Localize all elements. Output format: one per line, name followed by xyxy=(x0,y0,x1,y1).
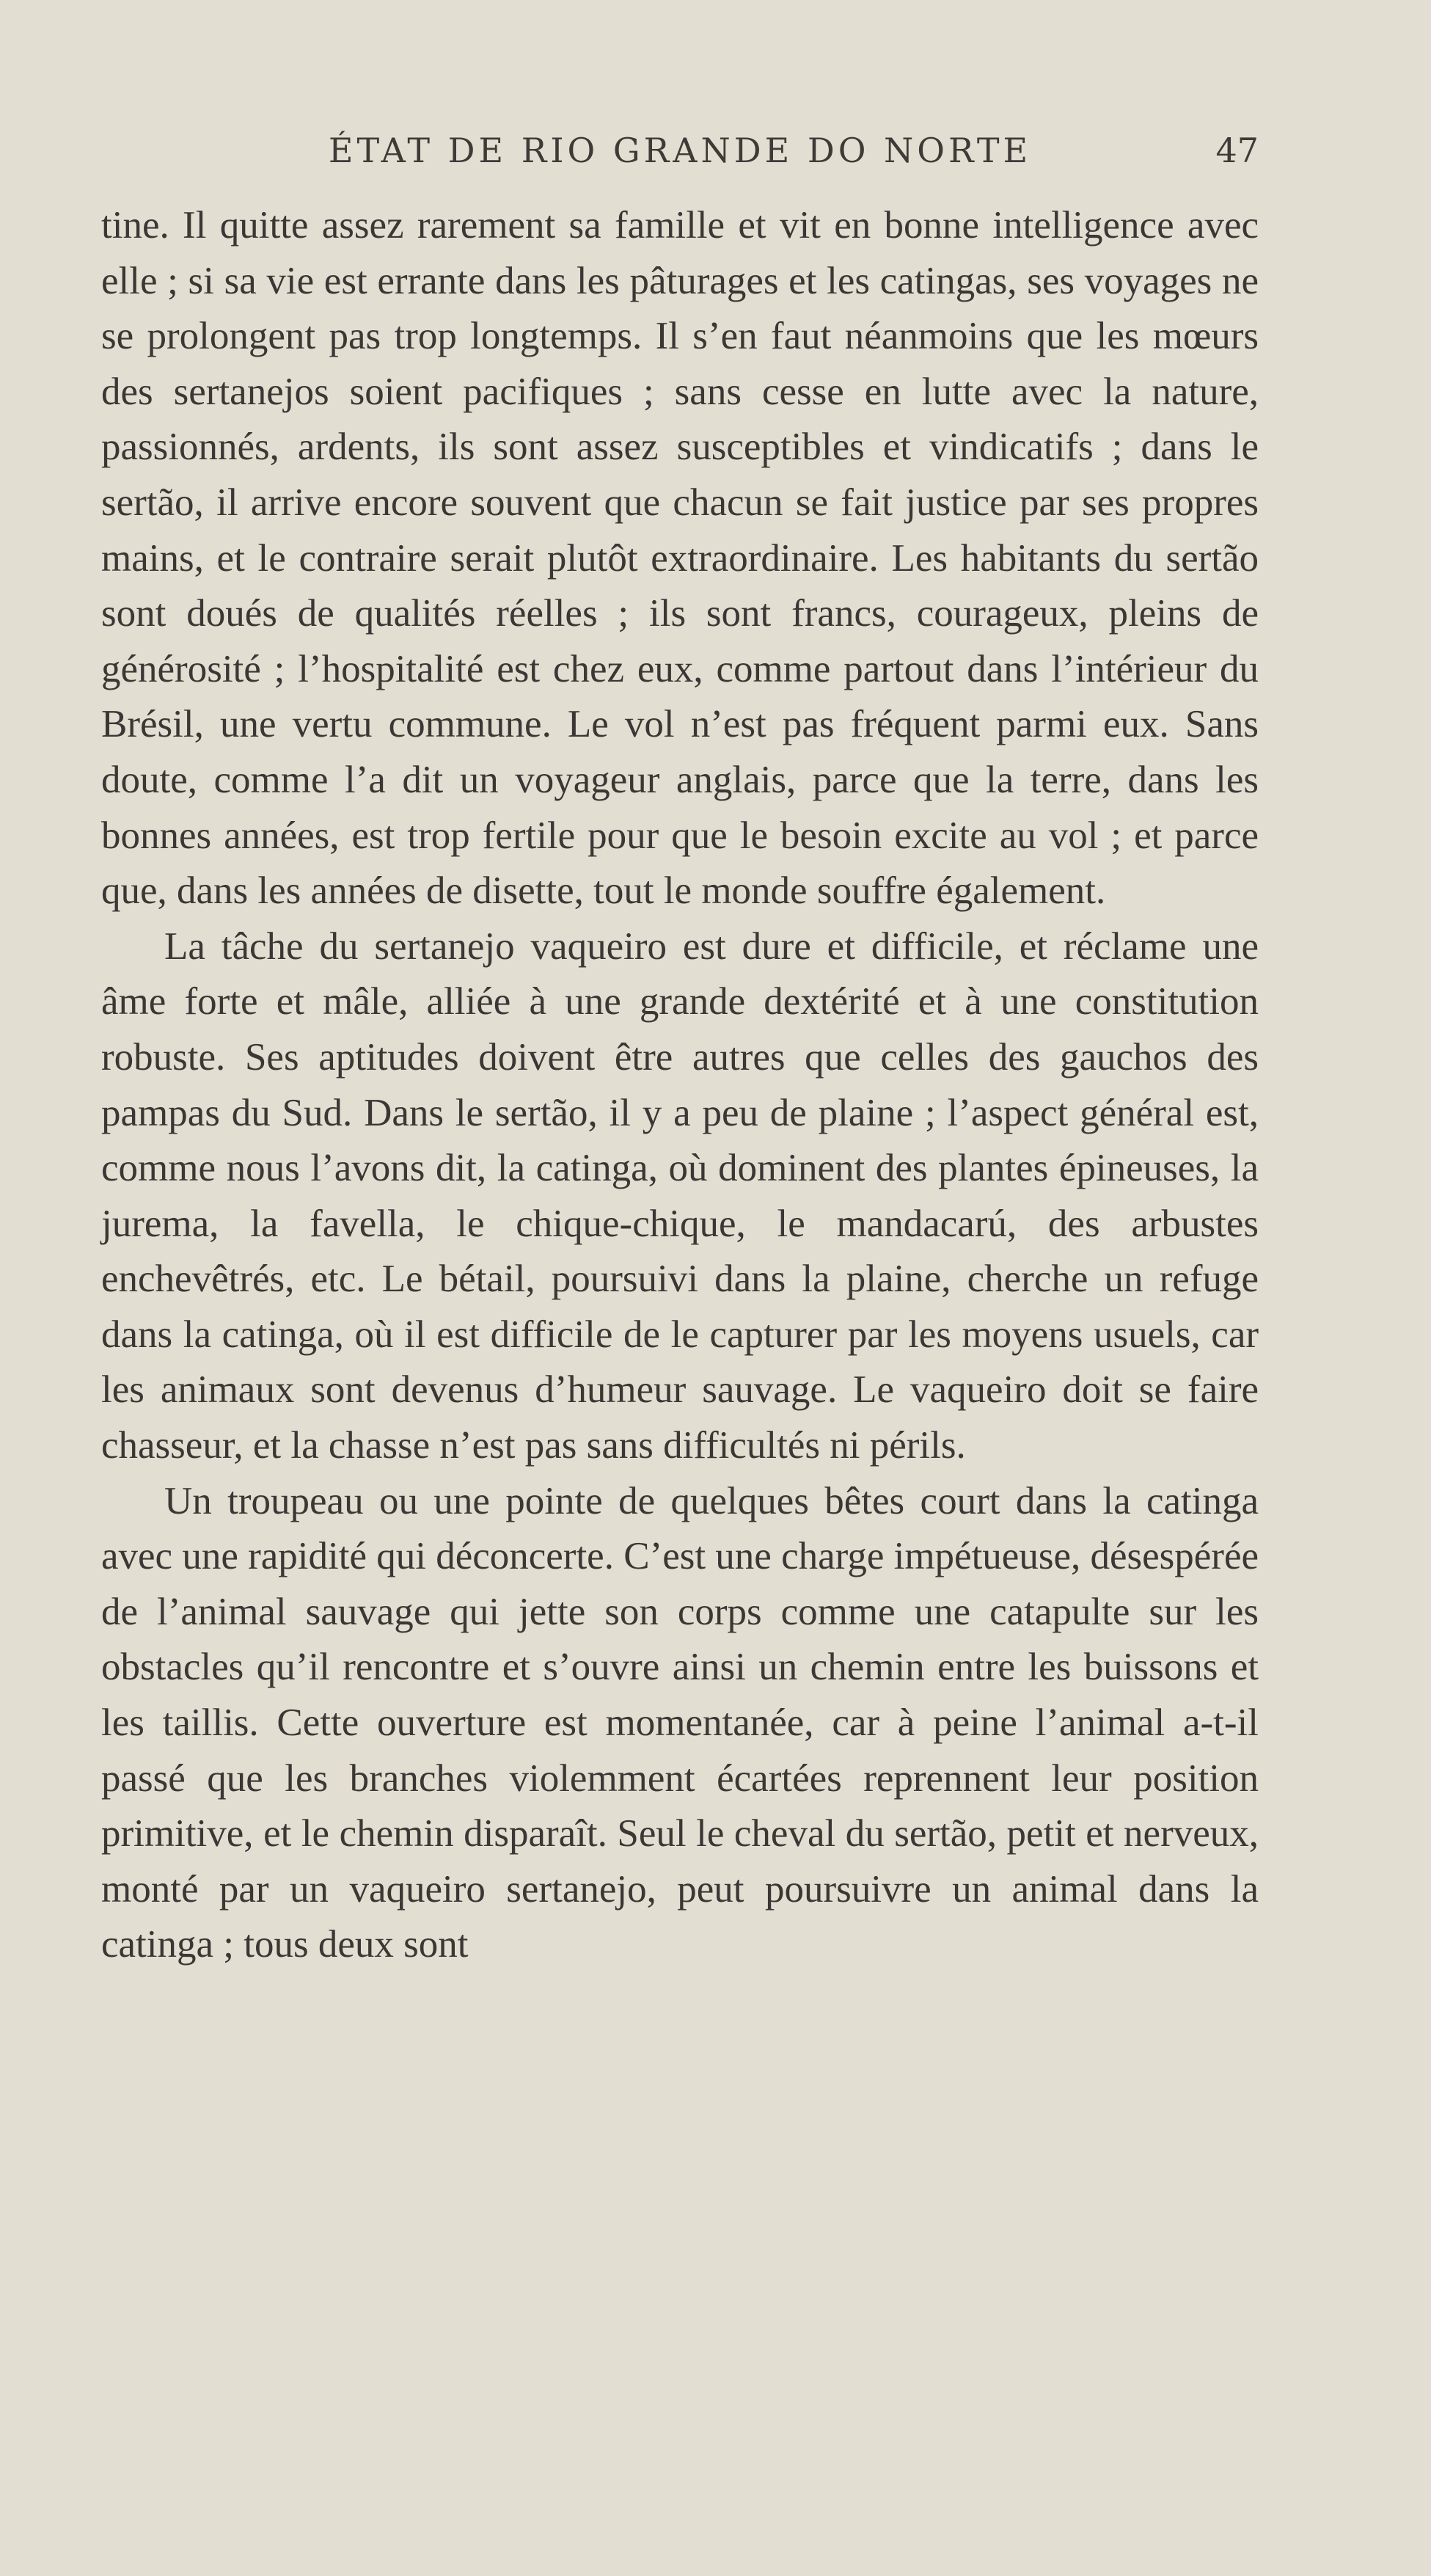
page-header xyxy=(101,125,1259,176)
body-text xyxy=(101,198,1259,1973)
paragraph-2: La tâche du sertanejo vaqueiro est dure et difficile, et réclame une âme forte et mâle, alliée à une grande dextérité et à une constitution robuste. Ses aptitudes doivent être autres que celles des gauchos des pampas du Sud. Dans le sertão, il y a peu de plaine ; l’aspect général est, comme nous l’avons dit, la catinga, où dominent des plantes épineuses, la jurema, la favella, le chique-chique, le mandacarú, des arbustes enchevêtrés, etc. Le bétail, poursuivi dans la plaine, cherche un refuge dans la catinga, où il est difficile de le capturer par les moyens usuels, car les animaux sont devenus d’humeur sauvage. Le vaqueiro doit se faire chasseur, et la chasse n’est pas sans difficultés ni périls. xyxy=(101,924,1259,1467)
page-number: 47 xyxy=(1215,131,1259,170)
paragraph-3: Un troupeau ou une pointe de quelques bêtes court dans la catinga avec une rapidité qui déconcerte. C’est une charge impétueuse, désespérée de l’animal sauvage qui jette son corps comme une catapulte sur les obstacles qu’il rencontre et s’ouvre ainsi un chemin entre les buissons et les taillis. Cette ouverture est momentanée, car à peine l’animal a-t-il passé que les branches violemment écartées reprennent leur position primitive, et le chemin disparaît. Seul le cheval du sertão, petit et nerveux, monté par un vaqueiro sertanejo, peut poursuivre un animal dans la catinga ; tous deux sont xyxy=(101,1479,1259,1966)
running-title: ÉTAT DE RIO GRANDE DO NORTE xyxy=(328,131,1032,170)
paragraph-1: tine. Il quitte assez rarement sa famille et vit en bonne intelligence avec elle ; si sa vie est errante dans les pâturages et les catingas, ses voyages ne se prolongent pas trop longtemps. Il s’en faut néanmoins que les mœurs des sertanejos soient pacifiques ; sans cesse en lutte avec la nature, passionnés, ardents, ils sont assez susceptibles et vindicatifs ; dans le sertão, il arrive encore souvent que chacun se fait justice par ses propres mains, et le contraire serait plutôt extraordinaire. Les habitants du sertão sont doués de qualités réelles ; ils sont francs, courageux, pleins de générosité ; l’hospitalité est chez eux, comme partout dans l’intérieur du Brésil, une vertu commune. Le vol n’est pas fréquent parmi eux. Sans doute, comme l’a dit un voyageur anglais, parce que la terre, dans les bonnes années, est trop fertile pour que le besoin excite au vol ; et parce que, dans les années de disette, tout le monde souffre également. xyxy=(101,204,1259,913)
